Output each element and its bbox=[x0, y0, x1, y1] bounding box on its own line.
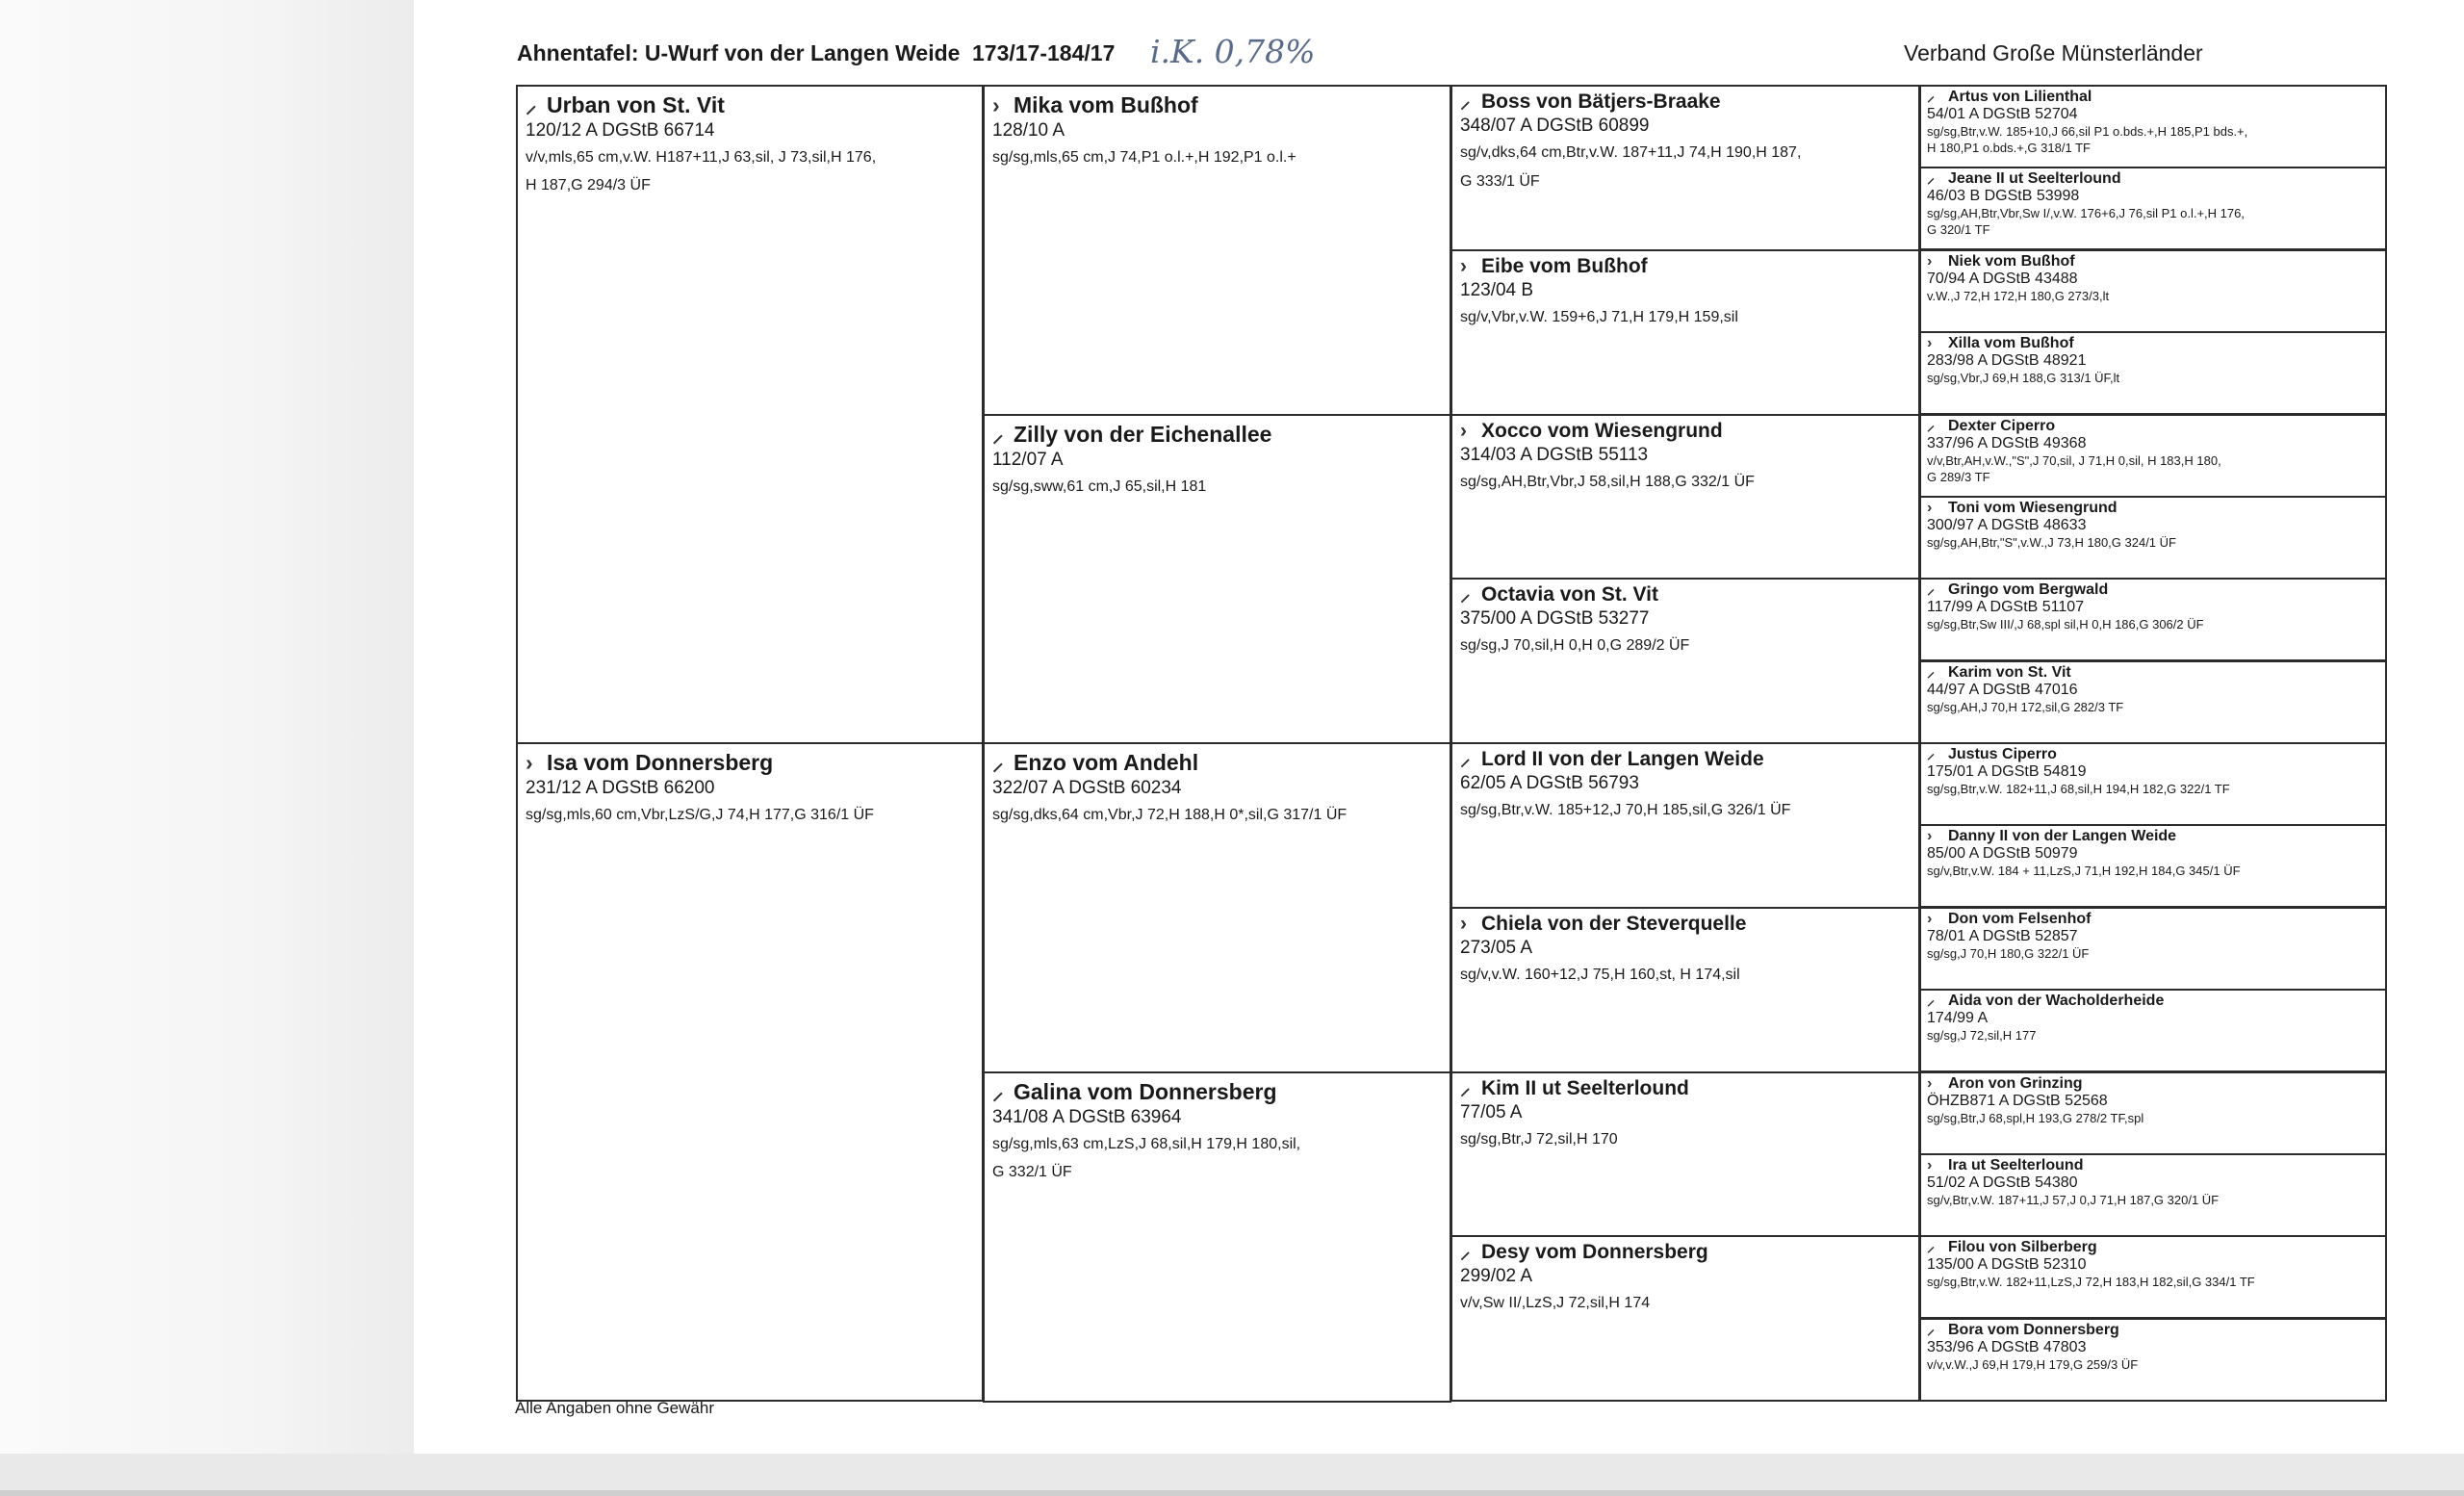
pedigree-entry bbox=[1919, 167, 2387, 250]
dog-name-line bbox=[1927, 828, 2379, 845]
handwritten-tick-icon: › bbox=[1460, 913, 1467, 935]
handwritten-tick-icon: › bbox=[992, 92, 1000, 117]
handwritten-tick-icon: › bbox=[1927, 335, 1933, 351]
dog-name-line bbox=[1460, 583, 1911, 606]
dog-name-line bbox=[1927, 418, 2379, 435]
performance-details: sg/v,Btr,v.W. 184 + 11,LzS,J 71,H 192,H 184,G 345/1 ÜF bbox=[1927, 864, 2241, 878]
dog-name-line bbox=[992, 1079, 1442, 1104]
handwritten-tick-icon: › bbox=[1927, 1075, 1933, 1092]
performance-details: sg/sg,AH,J 70,H 172,sil,G 282/3 TF bbox=[1927, 700, 2124, 714]
handwritten-tick-icon: › bbox=[1927, 1157, 1933, 1174]
handwritten-tick-icon: ⸝ bbox=[526, 92, 537, 117]
handwritten-tick-icon: ⸝ bbox=[1927, 418, 1936, 434]
dog-name-line bbox=[1460, 1077, 1911, 1100]
pedigree-entry bbox=[983, 85, 1451, 416]
registration-number: 70/94 A DGStB 43488 bbox=[1927, 271, 2078, 287]
performance-details: G 332/1 ÜF bbox=[992, 1164, 1072, 1180]
dog-name-line bbox=[1460, 748, 1911, 771]
performance-details: sg/sg,sww,61 cm,J 65,sil,H 181 bbox=[992, 478, 1207, 495]
dog-name: Urban von St. Vit bbox=[547, 92, 725, 117]
dog-name-line bbox=[1927, 1075, 2379, 1093]
dog-name-line bbox=[526, 92, 974, 117]
handwritten-tick-icon: ⸝ bbox=[1927, 581, 1936, 598]
handwritten-tick-icon: ⸝ bbox=[1460, 748, 1471, 770]
pedigree-entry bbox=[1919, 414, 2387, 498]
registration-number: 341/08 A DGStB 63964 bbox=[992, 1107, 1182, 1127]
registration-number: 117/99 A DGStB 51107 bbox=[1927, 599, 2085, 615]
handwritten-tick-icon: ⸝ bbox=[1460, 1241, 1471, 1263]
handwritten-tick-icon: ⸝ bbox=[992, 1079, 1004, 1104]
performance-details: G 289/3 TF bbox=[1927, 470, 1990, 484]
page-margin-left bbox=[0, 0, 414, 1496]
handwritten-tick-icon: ⸝ bbox=[1927, 170, 1936, 187]
handwritten-tick-icon: › bbox=[526, 750, 533, 775]
pedigree-entry bbox=[1450, 414, 1920, 580]
dog-name: Lord II von der Langen Weide bbox=[1481, 748, 1764, 770]
dog-name-line bbox=[1927, 746, 2379, 763]
performance-details: sg/sg,J 70,sil,H 0,H 0,G 289/2 ÜF bbox=[1460, 637, 1690, 654]
page-bottom-edge bbox=[0, 1490, 2464, 1496]
handwritten-tick-icon: › bbox=[1927, 253, 1933, 270]
registration-number: 54/01 A DGStB 52704 bbox=[1927, 106, 2078, 122]
dog-name: Bora vom Donnersberg bbox=[1948, 1322, 2119, 1338]
registration-number: 135/00 A DGStB 52310 bbox=[1927, 1256, 2087, 1273]
pedigree-entry bbox=[1919, 660, 2387, 744]
pedigree-entry bbox=[1919, 578, 2387, 661]
registration-number: 375/00 A DGStB 53277 bbox=[1460, 608, 1650, 629]
pedigree-entry bbox=[1919, 824, 2387, 908]
disclaimer: Alle Angaben ohne Gewähr bbox=[515, 1399, 714, 1417]
registration-number: 299/02 A bbox=[1460, 1266, 1533, 1286]
registration-number: 337/96 A DGStB 49368 bbox=[1927, 435, 2087, 451]
handwritten-tick-icon: › bbox=[1927, 828, 1933, 844]
dog-name: Gringo vom Bergwald bbox=[1948, 581, 2109, 598]
dog-name: Jeane II ut Seelterlound bbox=[1948, 170, 2121, 187]
performance-details: sg/sg,J 72,sil,H 177 bbox=[1927, 1028, 2037, 1043]
pedigree-entry bbox=[1919, 989, 2387, 1072]
performance-details: H 180,P1 o.bds.+,G 318/1 TF bbox=[1927, 141, 2091, 155]
pedigree-entry bbox=[1919, 1071, 2387, 1155]
dog-name: Kim II ut Seelterlound bbox=[1481, 1077, 1689, 1099]
performance-details: sg/sg,Btr,v.W. 185+10,J 66,sil P1 o.bds.+,H 185,P1 bds.+, bbox=[1927, 124, 2248, 139]
handwritten-tick-icon: › bbox=[1927, 911, 1933, 927]
registration-number: 283/98 A DGStB 48921 bbox=[1927, 352, 2087, 369]
pedigree-entry bbox=[1919, 1235, 2387, 1319]
dog-name-line bbox=[1460, 255, 1911, 278]
dog-name: Xocco vom Wiesengrund bbox=[1481, 420, 1723, 442]
dog-name: Karim von St. Vit bbox=[1948, 664, 2071, 681]
performance-details: sg/sg,mls,60 cm,Vbr,LzS/G,J 74,H 177,G 316/1 ÜF bbox=[526, 807, 874, 823]
pedigree-entry bbox=[983, 414, 1451, 745]
dog-name-line bbox=[1927, 664, 2379, 682]
dog-name-line bbox=[1927, 1239, 2379, 1256]
pedigree-entry bbox=[1919, 907, 2387, 991]
dog-name-line bbox=[1927, 1157, 2379, 1174]
performance-details: sg/sg,Btr,Sw III/,J 68,spl sil,H 0,H 186,G 306/2 ÜF bbox=[1927, 617, 2204, 632]
handwritten-tick-icon: ⸝ bbox=[1927, 1239, 1936, 1255]
dog-name-line bbox=[1927, 993, 2379, 1010]
dog-name: Desy vom Donnersberg bbox=[1481, 1241, 1708, 1263]
dog-name-line bbox=[1460, 420, 1911, 443]
performance-details: G 320/1 TF bbox=[1927, 222, 1990, 237]
dog-name: Enzo vom Andehl bbox=[1014, 750, 1199, 775]
dog-name: Toni vom Wiesengrund bbox=[1948, 500, 2118, 516]
registration-number: 128/10 A bbox=[992, 120, 1065, 141]
dog-name-line bbox=[1460, 913, 1911, 936]
registration-number: 300/97 A DGStB 48633 bbox=[1927, 517, 2087, 533]
performance-details: v/v,v.W.,J 69,H 179,H 179,G 259/3 ÜF bbox=[1927, 1357, 2139, 1372]
handwritten-tick-icon: ⸝ bbox=[1927, 89, 1936, 105]
litter-numbers: 173/17-184/17 bbox=[972, 40, 1116, 65]
registration-number: 322/07 A DGStB 60234 bbox=[992, 778, 1182, 798]
performance-details: sg/v,Vbr,v.W. 159+6,J 71,H 179,H 159,sil bbox=[1460, 309, 1738, 325]
performance-details: v/v,Btr,AH,v.W.,"S",J 70,sil, J 71,H 0,sil, H 183,H 180, bbox=[1927, 453, 2221, 468]
dog-name: Boss von Bätjers-Braake bbox=[1481, 90, 1721, 113]
dog-name: Isa vom Donnersberg bbox=[547, 750, 774, 775]
performance-details: sg/sg,Btr,v.W. 185+12,J 70,H 185,sil,G 326/1 ÜF bbox=[1460, 802, 1791, 818]
registration-number: 174/99 A bbox=[1927, 1010, 1989, 1026]
dog-name-line bbox=[526, 750, 974, 775]
registration-number: 120/12 A DGStB 66714 bbox=[526, 120, 715, 141]
performance-details: sg/sg,mls,63 cm,LzS,J 68,sil,H 179,H 180,sil, bbox=[992, 1136, 1301, 1152]
performance-details: sg/sg,Btr,v.W. 182+11,J 68,sil,H 194,H 182,G 322/1 TF bbox=[1927, 782, 2230, 796]
performance-details: H 187,G 294/3 ÜF bbox=[526, 177, 651, 193]
association-name: Verband Große Münsterländer bbox=[1904, 40, 2203, 65]
handwritten-tick-icon: ⸝ bbox=[1460, 1077, 1471, 1099]
dog-name-line bbox=[1927, 911, 2379, 928]
pedigree-entry bbox=[1919, 742, 2387, 826]
registration-number: 78/01 A DGStB 52857 bbox=[1927, 928, 2078, 944]
pedigree-entry bbox=[1919, 85, 2387, 168]
dog-name-line bbox=[1460, 90, 1911, 114]
performance-details: G 333/1 ÜF bbox=[1460, 173, 1540, 190]
performance-details: v/v,mls,65 cm,v.W. H187+11,J 63,sil, J 73,sil,H 176, bbox=[526, 149, 877, 166]
pedigree-entry bbox=[1450, 578, 1920, 744]
performance-details: sg/sg,J 70,H 180,G 322/1 ÜF bbox=[1927, 946, 2090, 961]
dog-name-line bbox=[1460, 1241, 1911, 1264]
handwritten-tick-icon: ⸝ bbox=[1927, 664, 1936, 681]
pedigree-entry bbox=[983, 742, 1451, 1073]
handwritten-tick-icon: ⸝ bbox=[992, 422, 1004, 447]
pedigree-entry bbox=[1450, 1071, 1920, 1238]
dog-name: Octavia von St. Vit bbox=[1481, 583, 1659, 606]
registration-number: 85/00 A DGStB 50979 bbox=[1927, 845, 2078, 862]
handwritten-tick-icon: ⸝ bbox=[992, 750, 1004, 775]
performance-details: sg/v,Btr,v.W. 187+11,J 57,J 0,J 71,H 187,G 320/1 ÜF bbox=[1927, 1193, 2220, 1207]
pedigree-entry bbox=[1450, 249, 1920, 416]
performance-details: sg/sg,AH,Btr,Vbr,Sw I/,v.W. 176+6,J 76,sil P1 o.l.+,H 176, bbox=[1927, 206, 2245, 220]
registration-number: 62/05 A DGStB 56793 bbox=[1460, 773, 1639, 793]
dog-name: Niek vom Bußhof bbox=[1948, 253, 2075, 270]
pedigree-entry bbox=[516, 742, 984, 1402]
dog-name-line bbox=[992, 750, 1442, 775]
pedigree-entry bbox=[983, 1071, 1451, 1403]
pedigree-title: Ahnentafel: U-Wurf von der Langen Weide bbox=[517, 40, 961, 65]
registration-number: 112/07 A bbox=[992, 450, 1064, 470]
dog-name-line bbox=[1927, 500, 2379, 517]
registration-number: 231/12 A DGStB 66200 bbox=[526, 778, 715, 798]
pedigree-entry bbox=[1919, 249, 2387, 333]
registration-number: 46/03 B DGStB 53998 bbox=[1927, 188, 2080, 204]
performance-details: sg/sg,AH,Btr,Vbr,J 58,sil,H 188,G 332/1 ÜF bbox=[1460, 474, 1755, 490]
dog-name-line bbox=[992, 422, 1442, 447]
handwritten-note: i.K. 0,78% bbox=[1150, 33, 1316, 70]
dog-name: Zilly von der Eichenallee bbox=[1014, 422, 1272, 447]
dog-name: Ira ut Seelterlound bbox=[1948, 1157, 2084, 1174]
handwritten-tick-icon: ⸝ bbox=[1460, 90, 1471, 113]
dog-name: Dexter Ciperro bbox=[1948, 418, 2056, 434]
performance-details: sg/v,dks,64 cm,Btr,v.W. 187+11,J 74,H 190,H 187, bbox=[1460, 144, 1802, 161]
registration-number: 51/02 A DGStB 54380 bbox=[1927, 1174, 2078, 1191]
dog-name-line bbox=[992, 92, 1442, 117]
handwritten-tick-icon: ⸝ bbox=[1927, 746, 1936, 762]
performance-details: sg/sg,mls,65 cm,J 74,P1 o.l.+,H 192,P1 o.l.+ bbox=[992, 149, 1296, 166]
pedigree-entry bbox=[516, 85, 984, 744]
performance-details: sg/sg,AH,Btr,"S",v.W.,J 73,H 180,G 324/1 ÜF bbox=[1927, 535, 2176, 550]
dog-name-line bbox=[1927, 581, 2379, 599]
performance-details: v/v,Sw II/,LzS,J 72,sil,H 174 bbox=[1460, 1295, 1651, 1311]
dog-name-line bbox=[1927, 253, 2379, 271]
registration-number: 273/05 A bbox=[1460, 938, 1533, 958]
handwritten-tick-icon: ⸝ bbox=[1927, 993, 1936, 1009]
dog-name: Justus Ciperro bbox=[1948, 746, 2057, 762]
dog-name: Don vom Felsenhof bbox=[1948, 911, 2092, 927]
dog-name-line bbox=[1927, 170, 2379, 188]
performance-details: sg/v,v.W. 160+12,J 75,H 160,st, H 174,sil bbox=[1460, 967, 1740, 983]
registration-number: 123/04 B bbox=[1460, 280, 1534, 300]
registration-number: 348/07 A DGStB 60899 bbox=[1460, 116, 1650, 136]
registration-number: ÖHZB871 A DGStB 52568 bbox=[1927, 1093, 2108, 1109]
pedigree-entry bbox=[1450, 85, 1920, 251]
dog-name: Danny II von der Langen Weide bbox=[1948, 828, 2177, 844]
dog-name-line bbox=[1927, 335, 2379, 352]
dog-name: Mika vom Bußhof bbox=[1014, 92, 1198, 117]
dog-name: Artus von Lilienthal bbox=[1948, 89, 2092, 105]
dog-name: Aida von der Wacholderheide bbox=[1948, 993, 2165, 1009]
registration-number: 175/01 A DGStB 54819 bbox=[1927, 763, 2087, 780]
dog-name: Eibe vom Bußhof bbox=[1481, 255, 1648, 277]
handwritten-tick-icon: ⸝ bbox=[1927, 1322, 1936, 1338]
pedigree-entry bbox=[1919, 1153, 2387, 1237]
pedigree-entry bbox=[1919, 331, 2387, 415]
performance-details: sg/sg,dks,64 cm,Vbr,J 72,H 188,H 0*,sil,G 317/1 ÜF bbox=[992, 807, 1348, 823]
dog-name: Aron von Grinzing bbox=[1948, 1075, 2083, 1092]
pedigree-entry bbox=[1450, 907, 1920, 1073]
pedigree-entry bbox=[1450, 742, 1920, 909]
performance-details: sg/sg,Btr,v.W. 182+11,LzS,J 72,H 183,H 182,sil,G 334/1 TF bbox=[1927, 1275, 2255, 1289]
dog-name-line bbox=[1927, 1322, 2379, 1339]
handwritten-tick-icon: › bbox=[1927, 500, 1933, 516]
dog-name: Xilla vom Bußhof bbox=[1948, 335, 2074, 351]
dog-name: Galina vom Donnersberg bbox=[1014, 1079, 1277, 1104]
registration-number: 353/96 A DGStB 47803 bbox=[1927, 1339, 2087, 1355]
performance-details: v.W.,J 72,H 172,H 180,G 273/3,lt bbox=[1927, 289, 2110, 303]
dog-name: Chiela von der Steverquelle bbox=[1481, 913, 1747, 935]
registration-number: 44/97 A DGStB 47016 bbox=[1927, 682, 2078, 698]
performance-details: sg/sg,Btr,J 68,spl,H 193,G 278/2 TF,spl bbox=[1927, 1111, 2144, 1125]
dog-name: Filou von Silberberg bbox=[1948, 1239, 2097, 1255]
handwritten-tick-icon: › bbox=[1460, 420, 1467, 442]
performance-details: sg/sg,Vbr,J 69,H 188,G 313/1 ÜF,lt bbox=[1927, 371, 2120, 385]
performance-details: sg/sg,Btr,J 72,sil,H 170 bbox=[1460, 1131, 1618, 1148]
pedigree-entry bbox=[1919, 496, 2387, 580]
registration-number: 314/03 A DGStB 55113 bbox=[1460, 445, 1649, 465]
pedigree-entry bbox=[1919, 1318, 2387, 1402]
registration-number: 77/05 A bbox=[1460, 1102, 1523, 1122]
handwritten-tick-icon: › bbox=[1460, 255, 1467, 277]
pedigree-entry bbox=[1450, 1235, 1920, 1402]
dog-name-line bbox=[1927, 89, 2379, 106]
handwritten-tick-icon: ⸝ bbox=[1460, 583, 1471, 606]
